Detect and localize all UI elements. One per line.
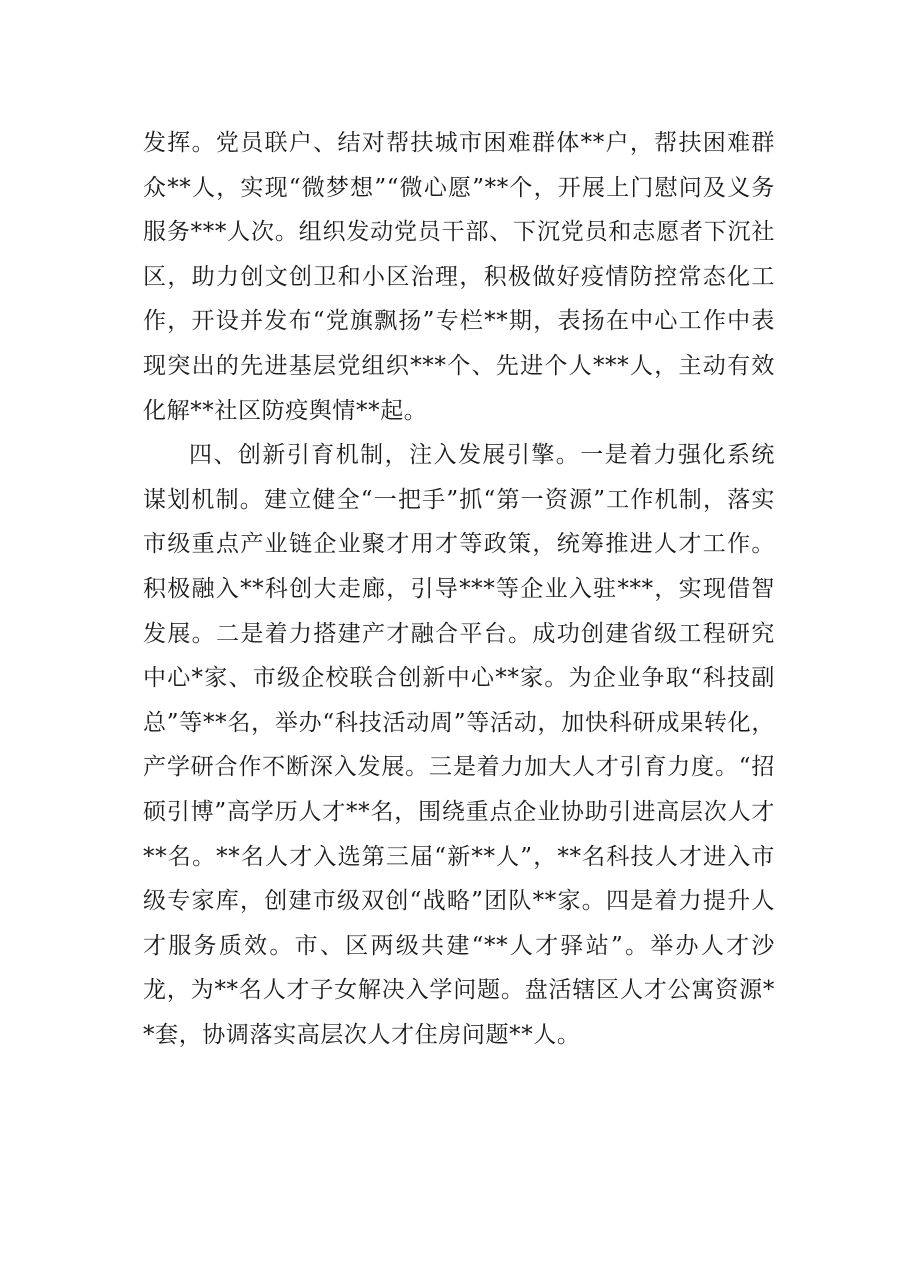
document-body	[143, 121, 775, 1057]
paragraph-party-members-service: 发挥。党员联户、结对帮扶城市困难群体**户，帮扶困难群众**人，实现“微梦想”“微心愿”**个，开展上门慰问及义务服务***人次。组织发动党员干部、下沉党员和志愿者下沉社区，助力创文创卫和小区治理，积极做好疫情防控常态化工作，开设并发布“党旗飘扬”专栏**期，表扬在中心工作中表现突出的先进基层党组织***个、先进个人***人，主动有效化解**社区防疫舆情**起。	[143, 130, 775, 424]
paragraph-talent-mechanism: 四、创新引育机制，注入发展引擎。一是着力强化系统谋划机制。建立健全“一把手”抓“第一资源”工作机制，落实市级重点产业链企业聚才用才等政策，统筹推进人才工作。积极融入**科创大走廊，引导***等企业入驻***，实现借智发展。二是着力搭建产才融合平台。成功创建省级工程研究中心*家、市级企校联合创新中心**家。为企业争取“科技副总”等**名，举办“科技活动周”等活动，加快科研成果转化，产学研合作不断深入发展。三是着力加大人才引育力度。“招硕引博”高学历人才**名，围绕重点企业协助引进高层次人才**名。**名人才入选第三届“新**人”，**名科技人才进入市级专家库，创建市级双创“战略”团队**家。四是着力提升人才服务质效。市、区两级共建“**人才驿站”。举办人才沙龙，为**名人才子女解决入学问题。盘活辖区人才公寓资源**套，协调落实高层次人才住房问题**人。	[143, 442, 775, 1048]
